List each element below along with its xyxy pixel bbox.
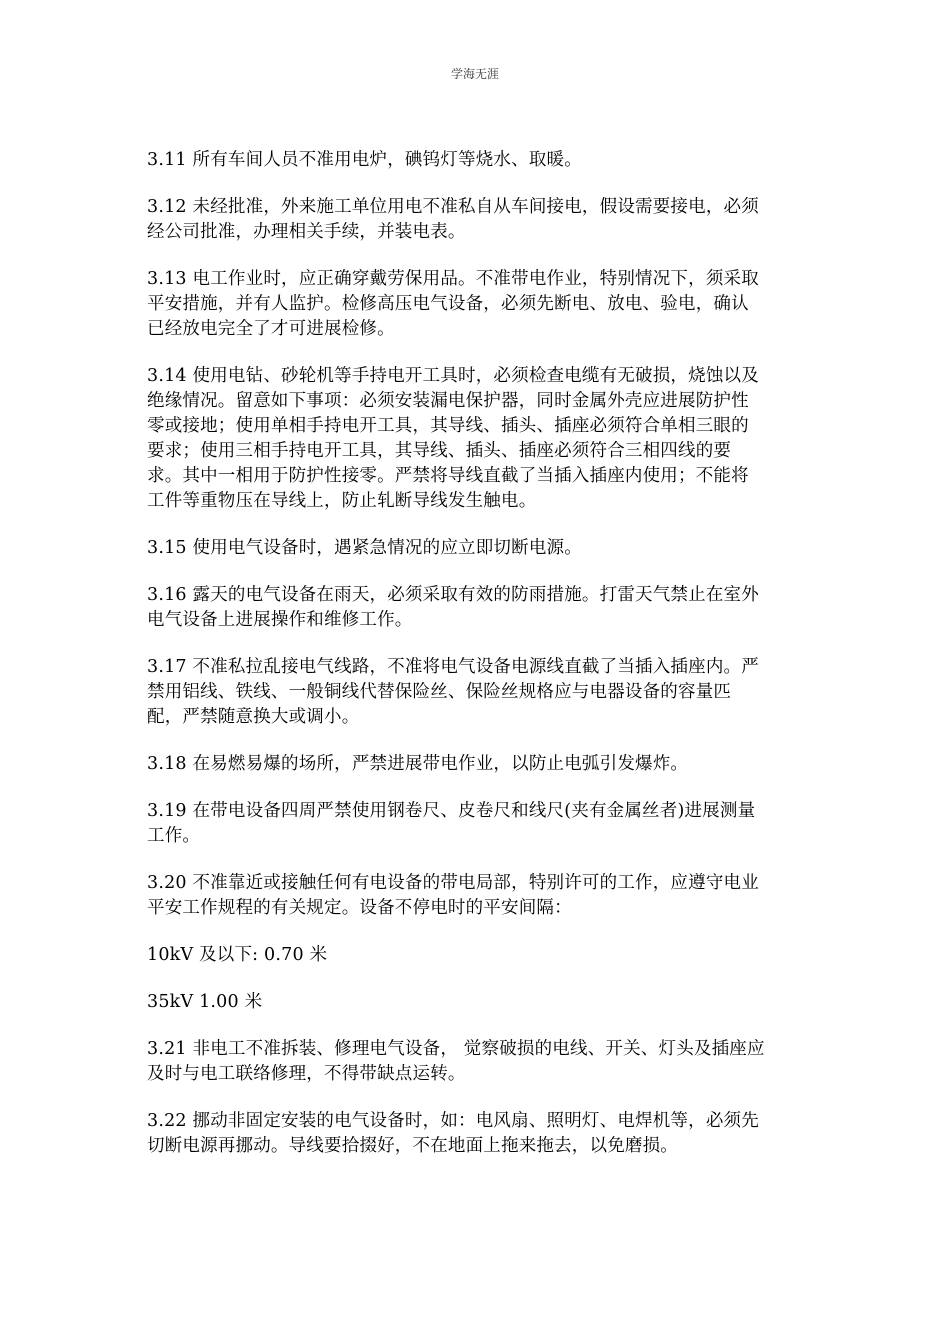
paragraph-line: 电气设备上进展操作和维修工作。 — [147, 610, 413, 630]
paragraph — [147, 536, 807, 561]
paragraph-line: 3.14 使用电钻、砂轮机等手持电开工具时，必须检查电缆有无破损，烧蚀以及 — [147, 366, 759, 386]
paragraph-line: 工件等重物压在导线上，防止轧断导线发生触电。 — [147, 491, 537, 511]
paragraph-line: 配，严禁随意换大或调小。 — [147, 707, 360, 727]
paragraph — [147, 1037, 807, 1087]
paragraph — [147, 655, 807, 730]
paragraph — [147, 1109, 807, 1159]
paragraph-line: 禁用铝线、铁线、一般铜线代替保险丝、保险丝规格应与电器设备的容量匹 — [147, 682, 732, 702]
paragraph — [147, 752, 807, 777]
paragraph — [147, 364, 807, 514]
paragraph-line: 平安措施，并有人监护。检修高压电气设备，必须先断电、放电、验电，确认 — [147, 294, 749, 314]
paragraph — [147, 583, 807, 633]
paragraph-line: 35kV 1.00 米 — [147, 992, 263, 1012]
paragraph — [147, 195, 807, 245]
paragraph-line: 切断电源再挪动。导线要拾掇好，不在地面上拖来拖去，以免磨损。 — [147, 1136, 678, 1156]
paragraph-line: 及时与电工联络修理，不得带缺点运转。 — [147, 1064, 466, 1084]
paragraph-line: 3.22 挪动非固定安装的电气设备时，如：电风扇、照明灯、电焊机等，必须先 — [147, 1111, 759, 1131]
paragraph — [147, 871, 807, 921]
paragraph — [147, 148, 807, 173]
document-body — [147, 148, 807, 1181]
paragraph-line: 求。其中一相用于防护性接零。严禁将导线直截了当插入插座内使用；不能将 — [147, 466, 749, 486]
paragraph-line: 3.16 露天的电气设备在雨天，必须采取有效的防雨措施。打雷天气禁止在室外 — [147, 585, 759, 605]
paragraph-line: 3.12 未经批准，外来施工单位用电不准私自从车间接电，假设需要接电，必须 — [147, 197, 759, 217]
paragraph — [147, 799, 807, 849]
paragraph-line: 3.20 不准靠近或接触任何有电设备的带电局部，特别许可的工作，应遵守电业 — [147, 873, 759, 893]
paragraph-line: 经公司批准，办理相关手续，并装电表。 — [147, 222, 466, 242]
page-header: 学海无涯 — [450, 67, 499, 81]
paragraph-line: 3.18 在易燃易爆的场所，严禁进展带电作业，以防止电弧引发爆炸。 — [147, 754, 689, 774]
paragraph-line: 零或接地；使用单相手持电开工具，其导线、插头、插座必须符合单相三眼的 — [147, 416, 749, 436]
paragraph-line: 已经放电完全了才可进展检修。 — [147, 319, 395, 339]
paragraph — [147, 943, 807, 968]
paragraph-line: 3.19 在带电设备四周严禁使用钢卷尺、皮卷尺和线尺(夹有金属丝者)进展测量 — [147, 801, 756, 821]
paragraph-line: 3.13 电工作业时，应正确穿戴劳保用品。不准带电作业，特别情况下，须采取 — [147, 269, 759, 289]
paragraph-line: 3.15 使用电气设备时，遇紧急情况的应立即切断电源。 — [147, 538, 582, 558]
paragraph-line: 要求；使用三相手持电开工具，其导线、插头、插座必须符合三相四线的要 — [147, 441, 732, 461]
paragraph — [147, 990, 807, 1015]
paragraph-line: 绝缘情况。留意如下事项：必须安装漏电保护器，同时金属外壳应进展防护性 — [147, 391, 749, 411]
paragraph-line: 3.17 不准私拉乱接电气线路，不准将电气设备电源线直截了当插入插座内。严 — [147, 657, 759, 677]
paragraph-line: 10kV 及以下: 0.70 米 — [147, 945, 328, 965]
paragraph-line: 平安工作规程的有关规定。设备不停电时的平安间隔： — [147, 898, 572, 918]
paragraph-line: 工作。 — [147, 826, 201, 846]
paragraph — [147, 267, 807, 342]
paragraph-line: 3.21 非电工不准拆装、修理电气设备， 觉察破损的电线、开关、灯头及插座应 — [147, 1039, 765, 1059]
paragraph-line: 3.11 所有车间人员不准用电炉，碘钨灯等烧水、取暖。 — [147, 150, 582, 170]
